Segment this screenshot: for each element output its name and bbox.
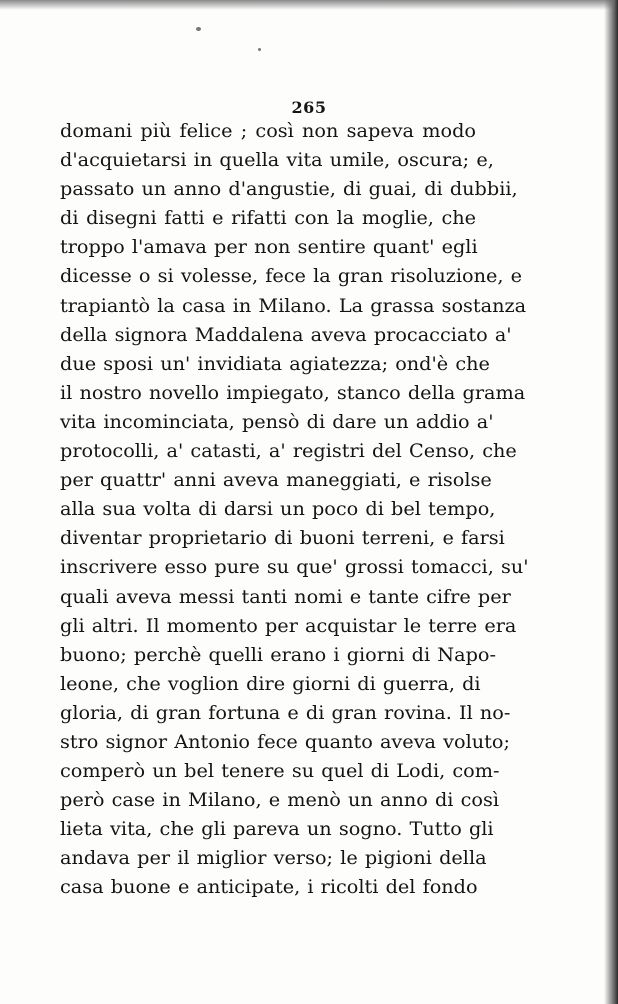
text-line: due sposi un' invidiata agiatezza; ond'è che [60, 353, 490, 375]
text-line: gloria, di gran fortuna e di gran rovina. Il no- [60, 702, 511, 724]
scan-top-edge [0, 0, 618, 10]
text-line: però case in Milano, e menò un anno di così [60, 790, 499, 812]
text-line: troppo l'amava per non sentire quant' egli [60, 237, 478, 259]
text-line: inscrivere esso pure su que' grossi tomacci, su' [60, 557, 529, 579]
text-line: il nostro novello impiegato, stanco della grama [60, 382, 526, 404]
text-line: per quattr' anni aveva maneggiati, e risolse [60, 470, 492, 492]
text-line: stro signor Antonio fece quanto aveva voluto; [60, 731, 510, 753]
text-line: alla sua volta di darsi un poco di bel tempo, [60, 499, 496, 521]
scan-speck [196, 27, 201, 31]
scan-speck [258, 48, 261, 51]
text-line: diventar proprietario di buoni terreni, e farsi [60, 528, 505, 550]
text-line: andava per il miglior verso; le pigioni della [60, 848, 487, 870]
text-line: d'acquietarsi in quella vita umile, oscura; e, [60, 150, 494, 172]
text-line: comperò un bel tenere su quel di Lodi, com- [60, 761, 500, 783]
text-line: vita incominciata, pensò di dare un addio a' [60, 411, 494, 433]
text-line: lieta vita, che gli pareva un sogno. Tutto gli [60, 819, 494, 841]
text-line: gli altri. Il momento per acquistar le terre era [60, 615, 517, 637]
text-line: protocolli, a' catasti, a' registri del Censo, che [60, 441, 517, 463]
text-line: passato un anno d'angustie, di guai, di dubbii, [60, 179, 518, 201]
text-line: della signora Maddalena aveva procacciato a' [60, 324, 512, 346]
text-line: trapiantò la casa in Milano. La grassa sostanza [60, 295, 527, 317]
text-line: quali aveva messi tanti nomi e tante cifre per [60, 586, 511, 608]
text-line: leone, che voglion dire giorni di guerra, di [60, 673, 481, 695]
text-line: dicesse o si volesse, fece la gran risoluzione, e [60, 266, 523, 288]
text-line: di disegni fatti e rifatti con la moglie, che [60, 208, 476, 230]
text-line: domani più felice ; così non sapeva modo [60, 121, 476, 142]
text-line: casa buone e anticipate, i ricolti del fondo [60, 877, 478, 899]
text-line: buono; perchè quelli erano i giorni di Napo- [60, 644, 497, 666]
scan-right-edge [604, 0, 618, 1004]
page-number: 265 [291, 98, 327, 117]
body-text [60, 117, 529, 903]
